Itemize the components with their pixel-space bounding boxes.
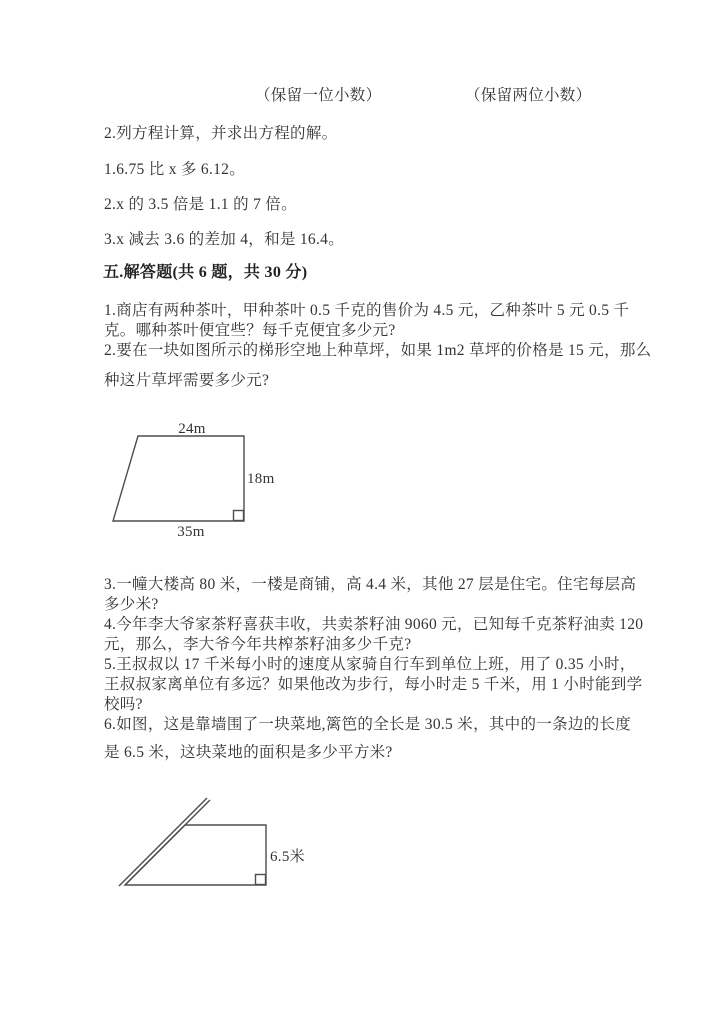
garden-shape — [125, 825, 266, 885]
question6-line2: 是 6.5 米，这块菜地的面积是多少平方米? — [104, 744, 393, 761]
side-length-label: 6.5米 — [270, 849, 305, 865]
wall-outer-line — [119, 798, 207, 886]
equation-problem-1: 1.6.75 比 x 多 6.12。 — [104, 161, 246, 178]
trapezoid-shape — [113, 436, 244, 521]
question4-line2: 元，那么，李大爷今年共榨茶籽油多少千克? — [104, 636, 412, 653]
question2-line2: 种这片草坪需要多少元? — [104, 372, 270, 389]
question6-line1: 6.如图，这是靠墙围了一块菜地,篱笆的全长是 30.5 米，其中的一条边的长度 — [104, 716, 632, 733]
question4-line1: 4.今年李大爷家茶籽喜获丰收，共卖茶籽油 9060 元，已知每千克茶籽油卖 120 — [104, 616, 644, 633]
top-side-label: 24m — [178, 421, 206, 437]
bottom-side-label: 35m — [177, 524, 205, 540]
right-angle-mark — [234, 511, 244, 521]
question3-line2: 多少米? — [104, 596, 159, 613]
question5-line3: 校吗? — [104, 696, 143, 713]
equation-section-intro: 2.列方程计算，并求出方程的解。 — [104, 125, 338, 142]
question1-line1: 1.商店有两种茶叶，甲种茶叶 0.5 千克的售价为 4.5 元，乙种茶叶 5 元 0.5 千 — [104, 302, 630, 319]
equation-problem-3: 3.x 减去 3.6 的差加 4，和是 16.4。 — [104, 231, 345, 248]
rounding-note-two-decimals: （保留两位小数） — [465, 87, 592, 104]
equation-problem-2: 2.x 的 3.5 倍是 1.1 的 7 倍。 — [104, 196, 297, 213]
right-angle-mark — [256, 875, 266, 885]
question5-line2: 王叔叔家离单位有多远？如果他改为步行，每小时走 5 千米，用 1 小时能到学 — [104, 676, 643, 693]
answer-section-heading: 五.解答题(共 6 题，共 30 分) — [103, 264, 308, 281]
question5-line1: 5.王叔叔以 17 千米每小时的速度从家骑自行车到单位上班，用了 0.35 小时， — [104, 656, 636, 673]
right-side-label: 18m — [247, 471, 275, 487]
garden-figure — [105, 788, 320, 898]
question3-line1: 3.一幢大楼高 80 米，一楼是商铺，高 4.4 米，其他 27 层是住宅。住宅每层高 — [104, 576, 637, 593]
trapezoid-figure — [95, 412, 325, 547]
question1-line2: 克。哪种茶叶便宜些？每千克便宜多少元? — [104, 322, 396, 339]
question2-line1: 2.要在一块如图所示的梯形空地上种草坪，如果 1m2 草坪的价格是 15 元，那么 — [104, 342, 652, 359]
rounding-note-one-decimal: （保留一位小数） — [255, 87, 382, 104]
